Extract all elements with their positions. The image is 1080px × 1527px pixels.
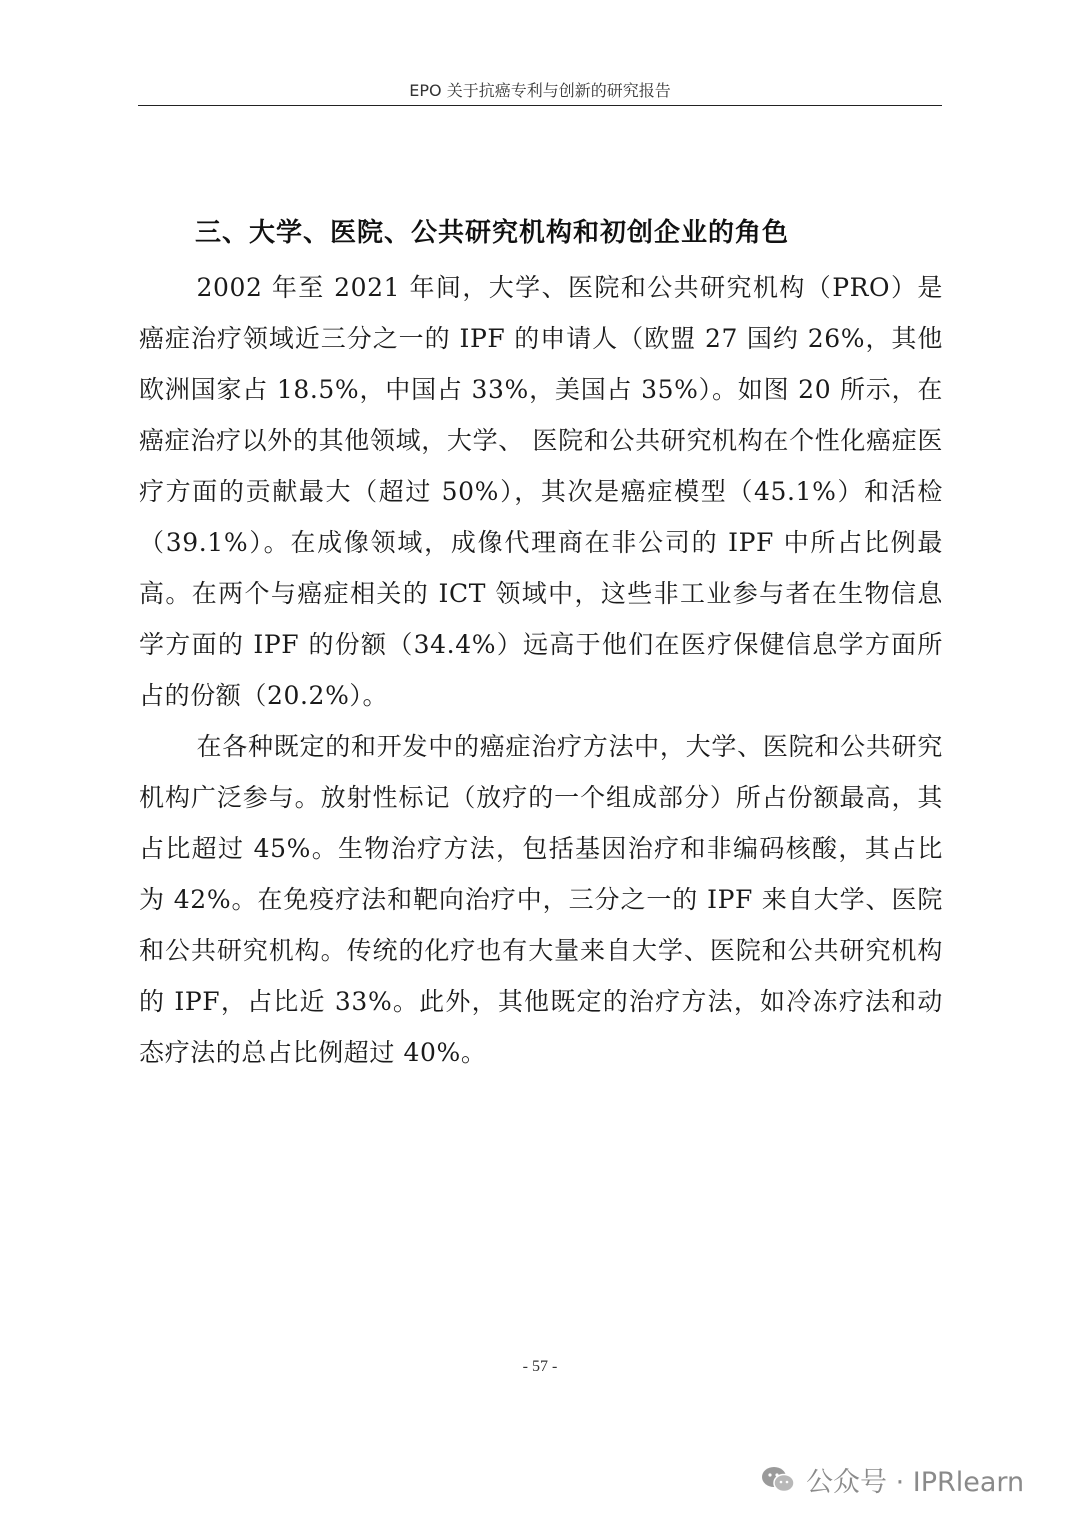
header-divider — [138, 105, 942, 106]
section-title: 三、大学、医院、公共研究机构和初创企业的角色 — [195, 218, 790, 248]
watermark-text: 公众号 · IPRlearn — [806, 1467, 1025, 1498]
body-text — [139, 262, 943, 1078]
wechat-icon — [760, 1464, 796, 1496]
watermark — [760, 1460, 1024, 1499]
running-header: EPO 关于抗癌专利与创新的研究报告 — [409, 81, 671, 100]
paragraph-2: 在各种既定的和开发中的癌症治疗方法中，大学、医院和公共研究机构广泛参与。放射性标记（放疗的一个组成部分）所占份额最高，其占比超过 45%。生物治疗方法，包括基因治疗和非编码核酸，其占比为 42%。在免疫疗法和靶向治疗中，三分之一的 IPF 来自大学、医院和公共研究机构。传统的化疗也有大量来自大学、医院和公共研究机构的 IPF，占比近 33%。此外，其他既定的治疗方法，如冷冻疗法和动态疗法的总占比例超过 40%。 — [139, 732, 943, 1067]
paragraph-1: 2002 年至 2021 年间，大学、医院和公共研究机构（PRO）是癌症治疗领域近三分之一的 IPF 的申请人（欧盟 27 国约 26%，其他欧洲国家占 18.5%，中国占 33%，美国占 35%）。如图 20 所示，在癌症治疗以外的其他领域，大学、 医院和公共研究机构在个性化癌症医疗方面的贡献最大（超过 50%），其次是癌症模型（45.1%）和活检（39.1%）。在成像领域，成像代理商在非公司的 IPF 中所占比例最高。在两个与癌症相关的 ICT 领域中，这些非工业参与者在生物信息学方面的 IPF 的份额（34.4%）远高于他们在医疗保健信息学方面所占的份额（20.2%）。 — [139, 273, 943, 710]
page-number: - 57 - — [522, 1358, 558, 1375]
